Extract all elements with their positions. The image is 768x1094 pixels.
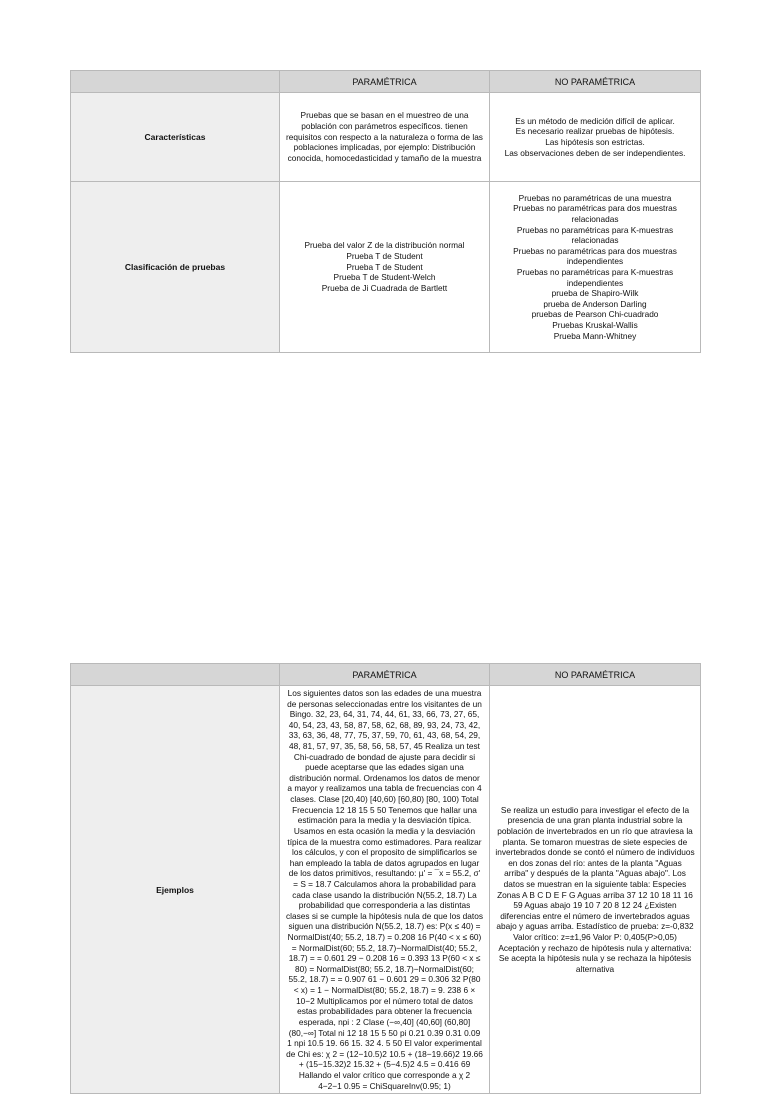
cell-line: Pruebas no paramétricas para K-muestras independientes xyxy=(516,267,674,288)
cell-line: Prueba del valor Z de la distribución normal xyxy=(304,240,465,251)
row-caracteristicas xyxy=(71,93,701,182)
row-clasificacion xyxy=(71,182,701,353)
cell-line: Prueba Mann-Whitney xyxy=(553,330,637,341)
cell-line: Es necesario realizar pruebas de hipótesis. xyxy=(515,126,675,137)
header-parametrica: PARAMÉTRICA xyxy=(280,71,490,93)
comparison-table-2 xyxy=(70,663,701,1094)
cell-line: Pruebas no paramétricas de una muestra xyxy=(518,192,672,203)
header-no-parametrica: NO PARAMÉTRICA xyxy=(490,664,701,686)
comparison-table-1 xyxy=(70,70,701,353)
cell-line: Las observaciones deben de ser independientes. xyxy=(504,147,686,158)
cell-line: prueba de Shapiro-Wilk xyxy=(551,288,639,299)
cell-line: Prueba T de Student xyxy=(346,261,423,272)
row-label-caracteristicas: Características xyxy=(71,93,280,182)
cell-line: prueba de Anderson Darling xyxy=(543,298,647,309)
header-parametrica: PARAMÉTRICA xyxy=(280,664,490,686)
row-label-clasificacion: Clasificación de pruebas xyxy=(71,182,280,353)
header-no-parametrica: NO PARAMÉTRICA xyxy=(490,71,701,93)
cell-clasificacion-parametrica xyxy=(280,182,490,353)
cell-line: Las hipótesis son estrictas. xyxy=(545,137,645,147)
cell-line: Es un método de medición difícil de aplicar. xyxy=(515,115,675,126)
cell-line: Pruebas no paramétricas para K-muestras relacionadas xyxy=(516,224,674,246)
cell-line: Prueba de Ji Cuadrada de Bartlett xyxy=(321,282,448,293)
cell-line: Prueba T de Student xyxy=(346,251,423,262)
row-label-ejemplos: Ejemplos xyxy=(71,686,280,1094)
cell-line: Prueba T de Student-Welch xyxy=(333,272,436,283)
cell-ejemplo-parametrica: Los siguientes datos son las edades de una muestra de personas seleccionadas entre los visitantes de un Bingo. 32, 23, 64, 31, 74, 44, 61, 33, 66, 73, 27, 65, 40, 54, 23, 43, 58, 87, 58, 62, 68, 89, 93, 24, 73, 42, 33, 63, 36, 48, 77, 75, 37, 59, 70, 61, 43, 68, 54, 29, 48, 81, 57, 97, 35, 58, 56, 58, 57, 45 Realiza un test Chi-cuadrado de bondad de ajuste para decidir si puede aceptarse que las edades sigan una distribución normal. Ordenamos los datos de menor a mayor y realizamos una tabla de frecuencias con 4 clases. Clase [20,40) [40,60) [60,80) [80, 100) Total Frecuencia 12 18 15 5 50 Tenemos que hallar una estimación para la media y la desviación típica. Usamos en esta ocasión la media y la desviación típica de la muestra como estimadores. Para realizar los cálculos, y con el proposito de simplificarlos se han empleado la tabla de datos agrupados en lugar de los datos primitivos, resultando: µ' = ¯x = 55.2, σ' = S = 18.7 Calculamos ahora la probabilidad para cada clase usando la distribución N(55.2, 18.7) La probabilidad que corresponderia a las distintas clases si se cumple la hipótesis nula de que los datos siguen una distribución N(55.2, 18.7) es: P(x ≤ 40) = NormalDist(40; 55.2, 18.7) = 0.208 16 P(40 < x ≤ 60) = NormalDist(60; 55.2, 18.7)−NormalDist(40; 55.2, 18.7) = = 0.601 29 − 0.208 16 = 0.393 13 P(60 < x ≤ 80) = NormalDist(80; 55.2, 18.7)−NormalDist(60; 55.2, 18.7) = = 0.907 61 − 0.601 29 = 0.306 32 P(80 < x) = 1 − NormalDist(80; 55.2, 18.7) = 9. 238 6 × 10−2 Multiplicamos por el número total de datos estas probabilidades para obtener la frecuencia esperada, npi : 2 Clase (−∞,40] (40,60] (60,80] (80,−∞] Total ni 12 18 15 5 50 pi 0.21 0.39 0.31 0.09 1 npi 10.5 19. 66 15. 32 4. 5 50 El valor experimental de Chi es: χ 2 = (12−10.5)2 10.5 + (18−19.66)2 19.66 + (15−15.32)2 15.32 + (5−4.5)2 4.5 = 0.416 69 Hallando el valor crítico que corresponde a χ 2 4−2−1 0.95 = ChiSquareInv(0.95; 1) xyxy=(280,686,490,1094)
header-row xyxy=(71,664,701,686)
cell-caracteristicas-parametrica xyxy=(280,93,490,182)
cell-line: Pruebas no paramétricas para dos muestras independientes xyxy=(513,245,677,267)
header-row xyxy=(71,71,701,93)
cell-line: pruebas de Pearson Chi-cuadrado xyxy=(531,309,659,320)
cell-ejemplo-no-parametrica: Se realiza un estudio para investigar el efecto de la presencia de una gran planta industrial sobre la población de invertebrados en un río que atraviesa la planta. Se tomaron muestras de siete especies de invertebrados donde se contó el número de individuos en dos zonas del río: antes de la planta "Aguas arriba" y después de la planta "Aguas abajo". Los datos se muestran en la siguiente tabla: Especies Zonas A B C D E F G Aguas arriba 37 12 10 18 11 16 59 Aguas abajo 19 10 7 20 8 12 24 ¿Existen diferencias entre el número de invertebrados aguas abajo y aguas arriba. Estadístico de prueba: z=-0,832 Valor crítico: z=±1,96 Valor P: 0,405(P>0,05) Aceptación y rechazo de hipótesis nula y alternativa: Se acepta la hipótesis nula y se rechaza la hipótesis alternativa xyxy=(490,686,701,1094)
cell-line: Pruebas Kruskal-Wallis xyxy=(552,320,638,331)
header-empty xyxy=(71,71,280,93)
cell-text: Pruebas que se basan en el muestreo de una población con parámetros específicos. tienen requisitos con respecto a la naturaleza o forma de las poblaciones implicadas, por ejemplo: Distribución conocida, homocedasticidad y tamaño de la muestra xyxy=(286,110,483,163)
cell-caracteristicas-no-parametrica xyxy=(490,93,701,182)
cell-line: Pruebas no paramétricas para dos muestras relacionadas xyxy=(513,203,677,224)
row-ejemplos xyxy=(71,686,701,1094)
cell-clasificacion-no-parametrica xyxy=(490,182,701,353)
header-empty xyxy=(71,664,280,686)
